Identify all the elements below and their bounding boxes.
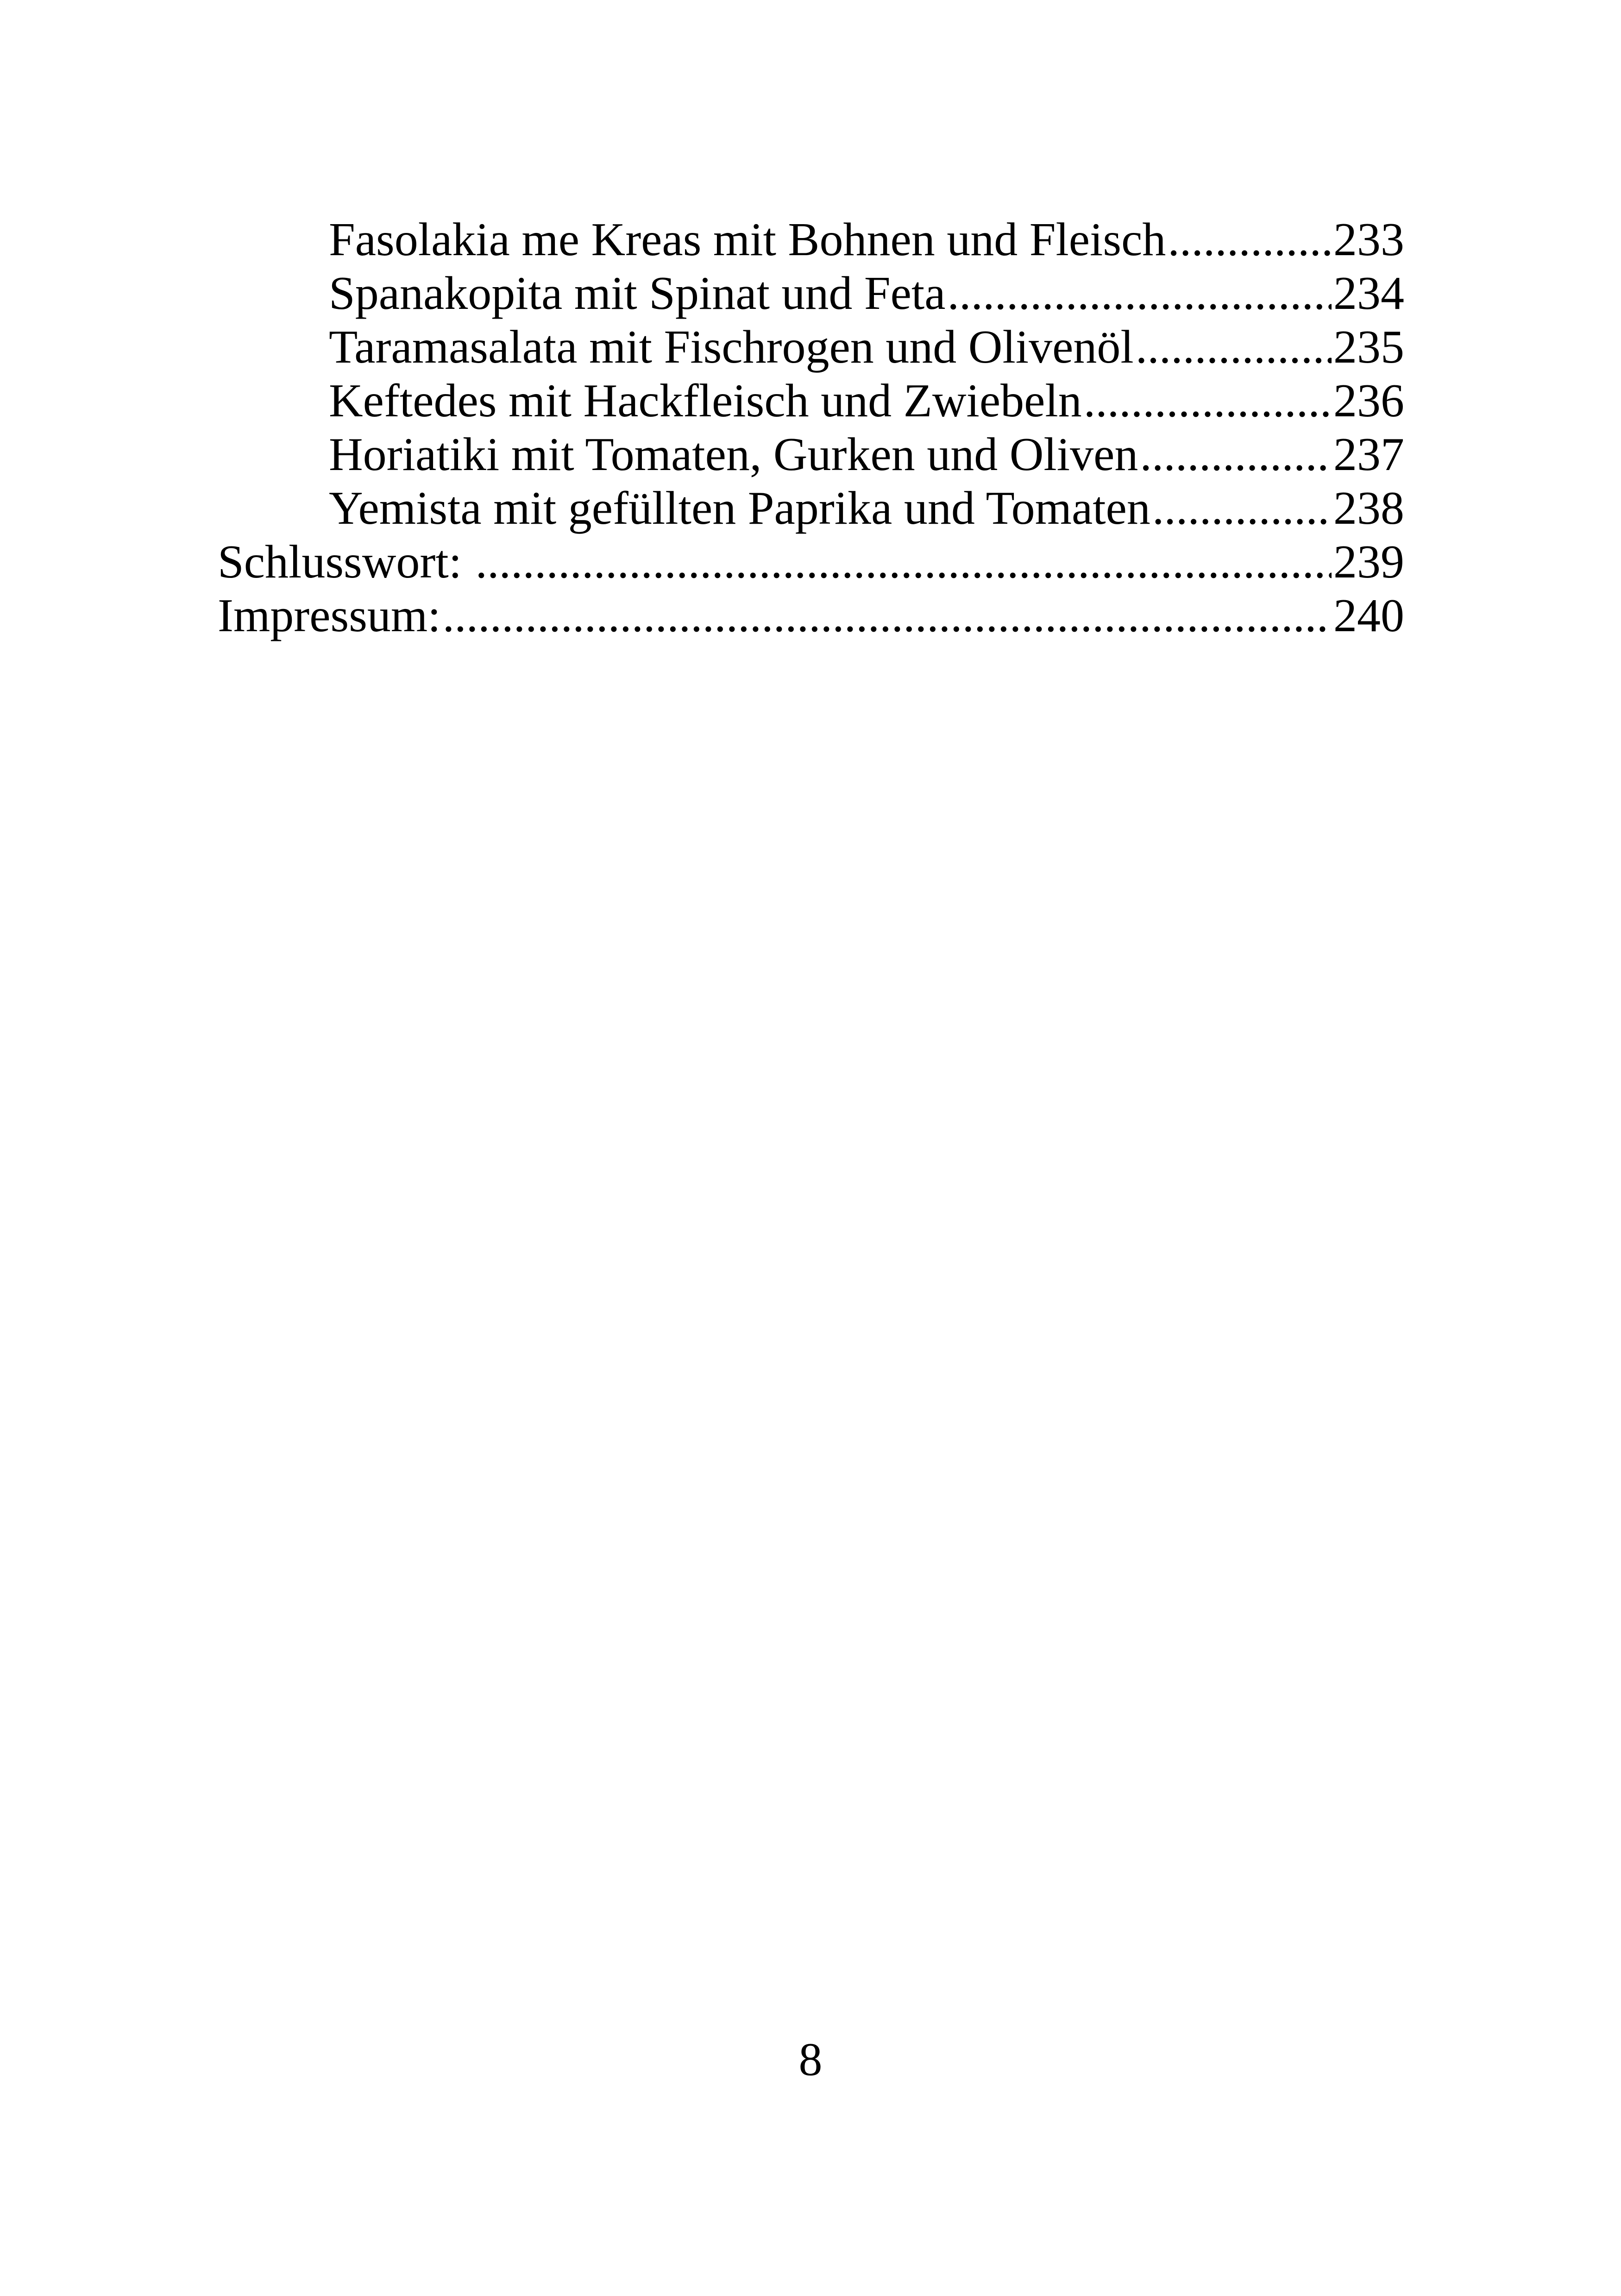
toc-dot-leader (1168, 213, 1332, 267)
table-of-contents (218, 213, 1404, 643)
toc-entry-schlusswort (218, 535, 1404, 589)
toc-entry-title: Spanakopita mit Spinat und Feta (329, 267, 946, 320)
page-number: 8 (798, 2033, 823, 2086)
toc-entry-keftedes (218, 374, 1404, 428)
toc-entry-page: 240 (1333, 590, 1404, 642)
toc-entry-horiatiki (218, 428, 1404, 482)
toc-entry-title: Yemista mit gefüllten Paprika und Tomaten (329, 482, 1150, 534)
toc-dot-leader (1084, 374, 1332, 428)
toc-entry-title: Horiatiki mit Tomaten, Gurken und Oliven (329, 428, 1138, 481)
toc-entry-title: Impressum: (218, 590, 441, 642)
toc-entry-page: 237 (1333, 428, 1404, 481)
toc-entry-title: Taramasalata mit Fischrogen und Olivenöl (329, 321, 1134, 373)
toc-entry-title: Fasolakia me Kreas mit Bohnen und Fleisch (329, 213, 1166, 266)
toc-entry-yemista (218, 482, 1404, 535)
toc-dot-leader (443, 589, 1332, 643)
toc-entry-title: Keftedes mit Hackfleisch und Zwiebeln (329, 375, 1082, 427)
toc-entry-spanakopita (218, 267, 1404, 320)
toc-dot-leader (1152, 482, 1332, 535)
toc-dot-leader (948, 267, 1332, 320)
toc-entry-page: 239 (1333, 536, 1404, 588)
toc-entry-page: 233 (1333, 213, 1404, 266)
toc-entry-taramasalata (218, 320, 1404, 374)
toc-entry-page: 236 (1333, 375, 1404, 427)
toc-entry-title: Schlusswort: (218, 536, 474, 588)
toc-entry-impressum (218, 589, 1404, 643)
toc-dot-leader (1140, 428, 1332, 482)
toc-dot-leader (476, 535, 1332, 589)
toc-entry-page: 234 (1333, 267, 1404, 320)
toc-entry-page: 235 (1333, 321, 1404, 373)
toc-entry-page: 238 (1333, 482, 1404, 534)
toc-dot-leader (1136, 320, 1332, 374)
toc-entry-fasolakia (218, 213, 1404, 267)
